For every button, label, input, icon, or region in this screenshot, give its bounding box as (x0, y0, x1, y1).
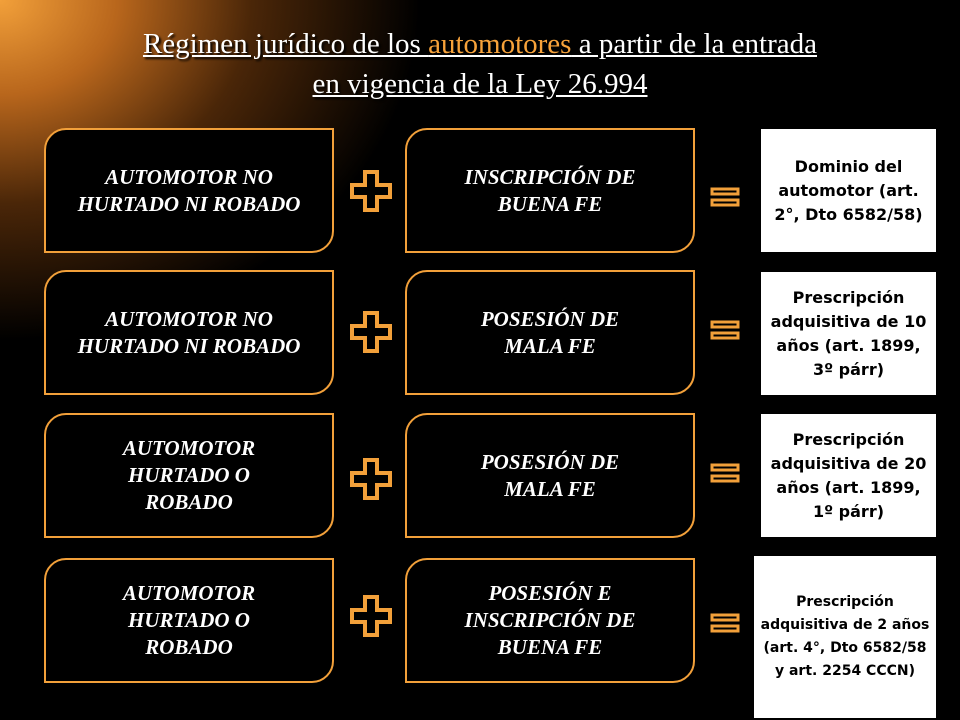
plus-icon (350, 595, 392, 637)
equals-icon (710, 187, 740, 207)
page-title (0, 24, 960, 104)
row-3-result-text: Prescripción adquisitiva de 20 años (art. 1899, 1º párr) (770, 429, 927, 521)
row-3-requirement-text: POSESIÓN DE MALA FE (480, 449, 620, 501)
row-4-condition-box (44, 558, 334, 683)
row-3-result-box (761, 414, 936, 537)
row-2-condition-text: AUTOMOTOR NO HURTADO NI ROBADO (77, 306, 301, 358)
row-4-result-text: Prescripción adquisitiva de 2 años (art. 4°, Dto 6582/58 y art. 2254 CCCN) (760, 594, 930, 679)
row-4-requirement-text: POSESIÓN E INSCRIPCIÓN DE BUENA FE (464, 581, 636, 659)
row-3-condition-box (44, 413, 334, 538)
plus-icon (350, 170, 392, 212)
row-2-requirement-text: POSESIÓN DE MALA FE (480, 306, 620, 358)
equals-icon (710, 463, 740, 483)
row-1-requirement-box (405, 128, 695, 253)
row-1-condition-text: AUTOMOTOR NO HURTADO NI ROBADO (77, 164, 301, 216)
row-3-condition-text: AUTOMOTOR HURTADO O ROBADO (122, 436, 256, 514)
row-1-result-text: Dominio del automotor (art. 2°, Dto 6582/58) (774, 156, 923, 224)
row-2-condition-box (44, 270, 334, 395)
row-3-requirement-box (405, 413, 695, 538)
row-2-result-text: Prescripción adquisitiva de 10 años (art. 1899, 3º párr) (770, 287, 927, 379)
title-line-1: Régimen jurídico de los automotores a partir de la entrada (142, 28, 818, 60)
plus-icon (350, 311, 392, 353)
row-4-condition-text: AUTOMOTOR HURTADO O ROBADO (122, 581, 256, 659)
row-2-result-box (761, 272, 936, 395)
title-highlight: automotores (428, 28, 572, 60)
row-4-result-box (754, 556, 936, 718)
equals-icon (710, 320, 740, 340)
row-2-requirement-box (405, 270, 695, 395)
equals-icon (710, 613, 740, 633)
row-1-result-box (761, 129, 936, 252)
row-1-condition-box (44, 128, 334, 253)
title-line-2: en vigencia de la Ley 26.994 (312, 68, 648, 100)
row-4-requirement-box (405, 558, 695, 683)
row-1-requirement-text: INSCRIPCIÓN DE BUENA FE (464, 164, 636, 216)
plus-icon (350, 458, 392, 500)
